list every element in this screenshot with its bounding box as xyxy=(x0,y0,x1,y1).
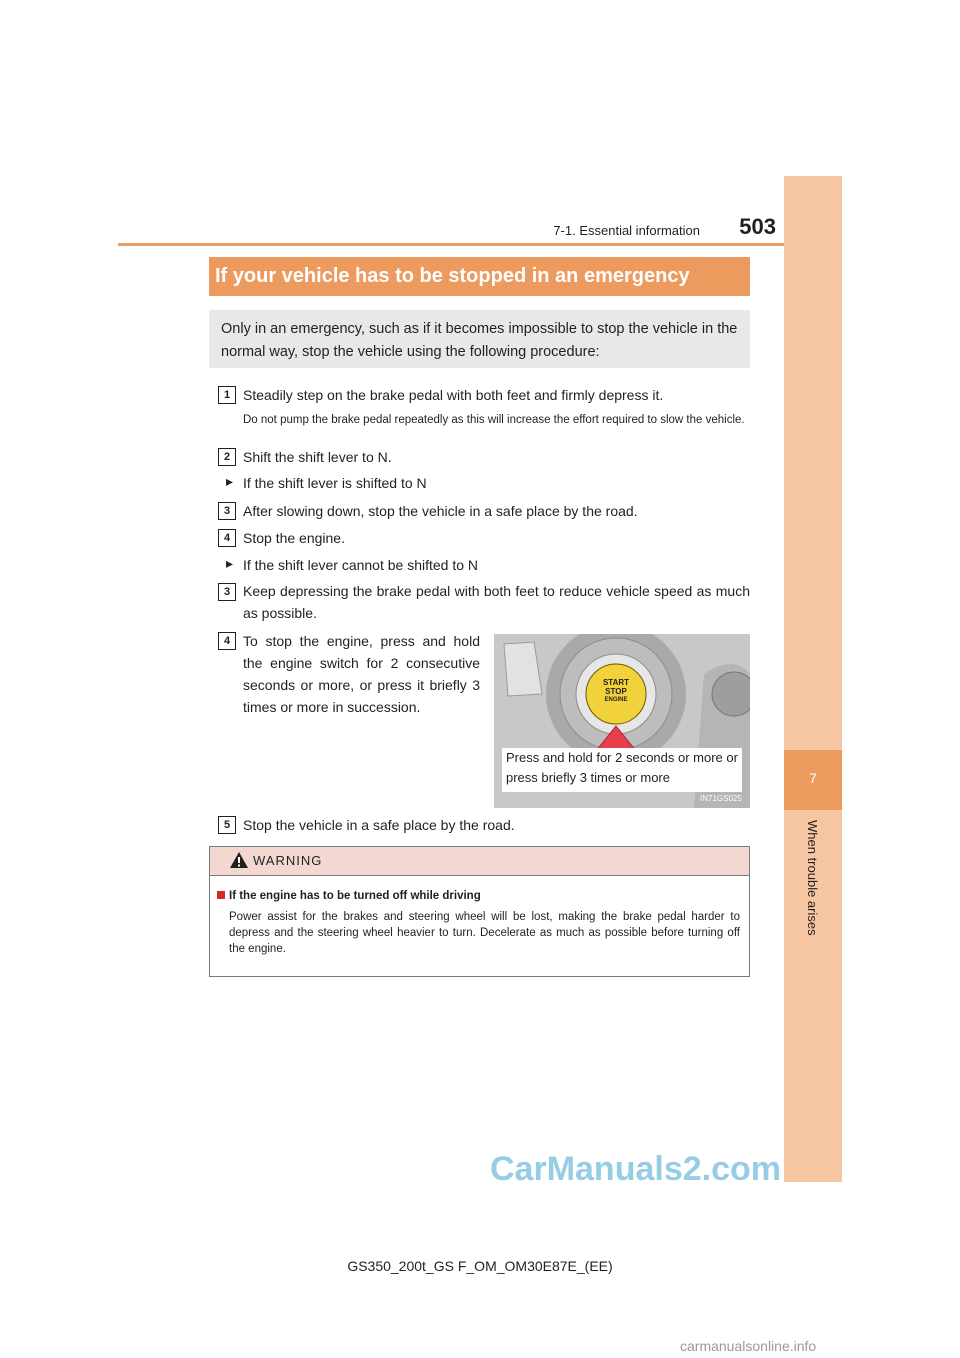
step-badge: 3 xyxy=(218,502,236,520)
warning-icon xyxy=(229,851,249,874)
step-note: Do not pump the brake pedal repeatedly as this will increase the effort required to slow the vehicle. xyxy=(243,414,745,426)
footer-code: GS350_200t_GS F_OM_OM30E87E_(EE) xyxy=(347,1258,613,1274)
step-text: Keep depressing the brake pedal with both feet to reduce vehicle speed as much as possible. xyxy=(243,583,750,621)
header-rule xyxy=(118,243,784,246)
bullet-square-icon xyxy=(217,891,225,899)
step-text: Stop the engine. xyxy=(243,530,345,546)
condition-text: If the shift lever is shifted to N xyxy=(243,475,427,491)
start-stop-button-label: START STOP ENGINE xyxy=(602,678,630,703)
page-number: 503 xyxy=(739,214,776,239)
step-badge: 4 xyxy=(218,632,236,650)
condition-arrow-icon: ▸ xyxy=(226,473,234,489)
figure-code: IN71GS025 xyxy=(700,794,742,803)
step-text: Steadily step on the brake pedal with both feet and firmly depress it. xyxy=(243,387,664,403)
step-text: After slowing down, stop the vehicle in a safe place by the road. xyxy=(243,503,638,519)
step-badge: 1 xyxy=(218,386,236,404)
step-text: Stop the vehicle in a safe place by the road. xyxy=(243,817,515,833)
figure-caption: Press and hold for 2 seconds or more or press briefly 3 times or more xyxy=(502,748,742,792)
step-badge: 5 xyxy=(218,816,236,834)
step-badge: 3 xyxy=(218,583,236,601)
step-text: Shift the shift lever to N. xyxy=(243,449,392,465)
step-badge: 2 xyxy=(218,448,236,466)
section-title: 7-1. Essential information xyxy=(553,223,700,238)
page-title: If your vehicle has to be stopped in an emergency xyxy=(215,265,690,287)
warning-subtitle: If the engine has to be turned off while driving xyxy=(217,890,481,902)
intro-text: Only in an emergency, such as if it becomes impossible to stop the vehicle in the normal way, stop the vehicle using the following procedure: xyxy=(221,321,738,360)
condition-arrow-icon: ▸ xyxy=(226,555,234,571)
watermark-bottom: carmanualsonline.info xyxy=(680,1338,817,1354)
chapter-label: When trouble arises xyxy=(805,820,820,936)
warning-body: Power assist for the brakes and steering wheel will be lost, making the brake pedal harder to depress and the steering wheel heavier to turn. Decelerate as much as possible before turning off the engine. xyxy=(229,911,740,955)
warning-title: WARNING xyxy=(253,853,323,868)
condition-text: If the shift lever cannot be shifted to N xyxy=(243,557,479,573)
step-badge: 4 xyxy=(218,529,236,547)
watermark: CarManuals2.com xyxy=(490,1150,781,1188)
side-tab xyxy=(784,176,842,1182)
chapter-number: 7 xyxy=(809,770,817,786)
step-text: To stop the engine, press and hold the engine switch for 2 consecutive seconds or more, or press it briefly 3 times or more in succession. xyxy=(243,633,480,715)
